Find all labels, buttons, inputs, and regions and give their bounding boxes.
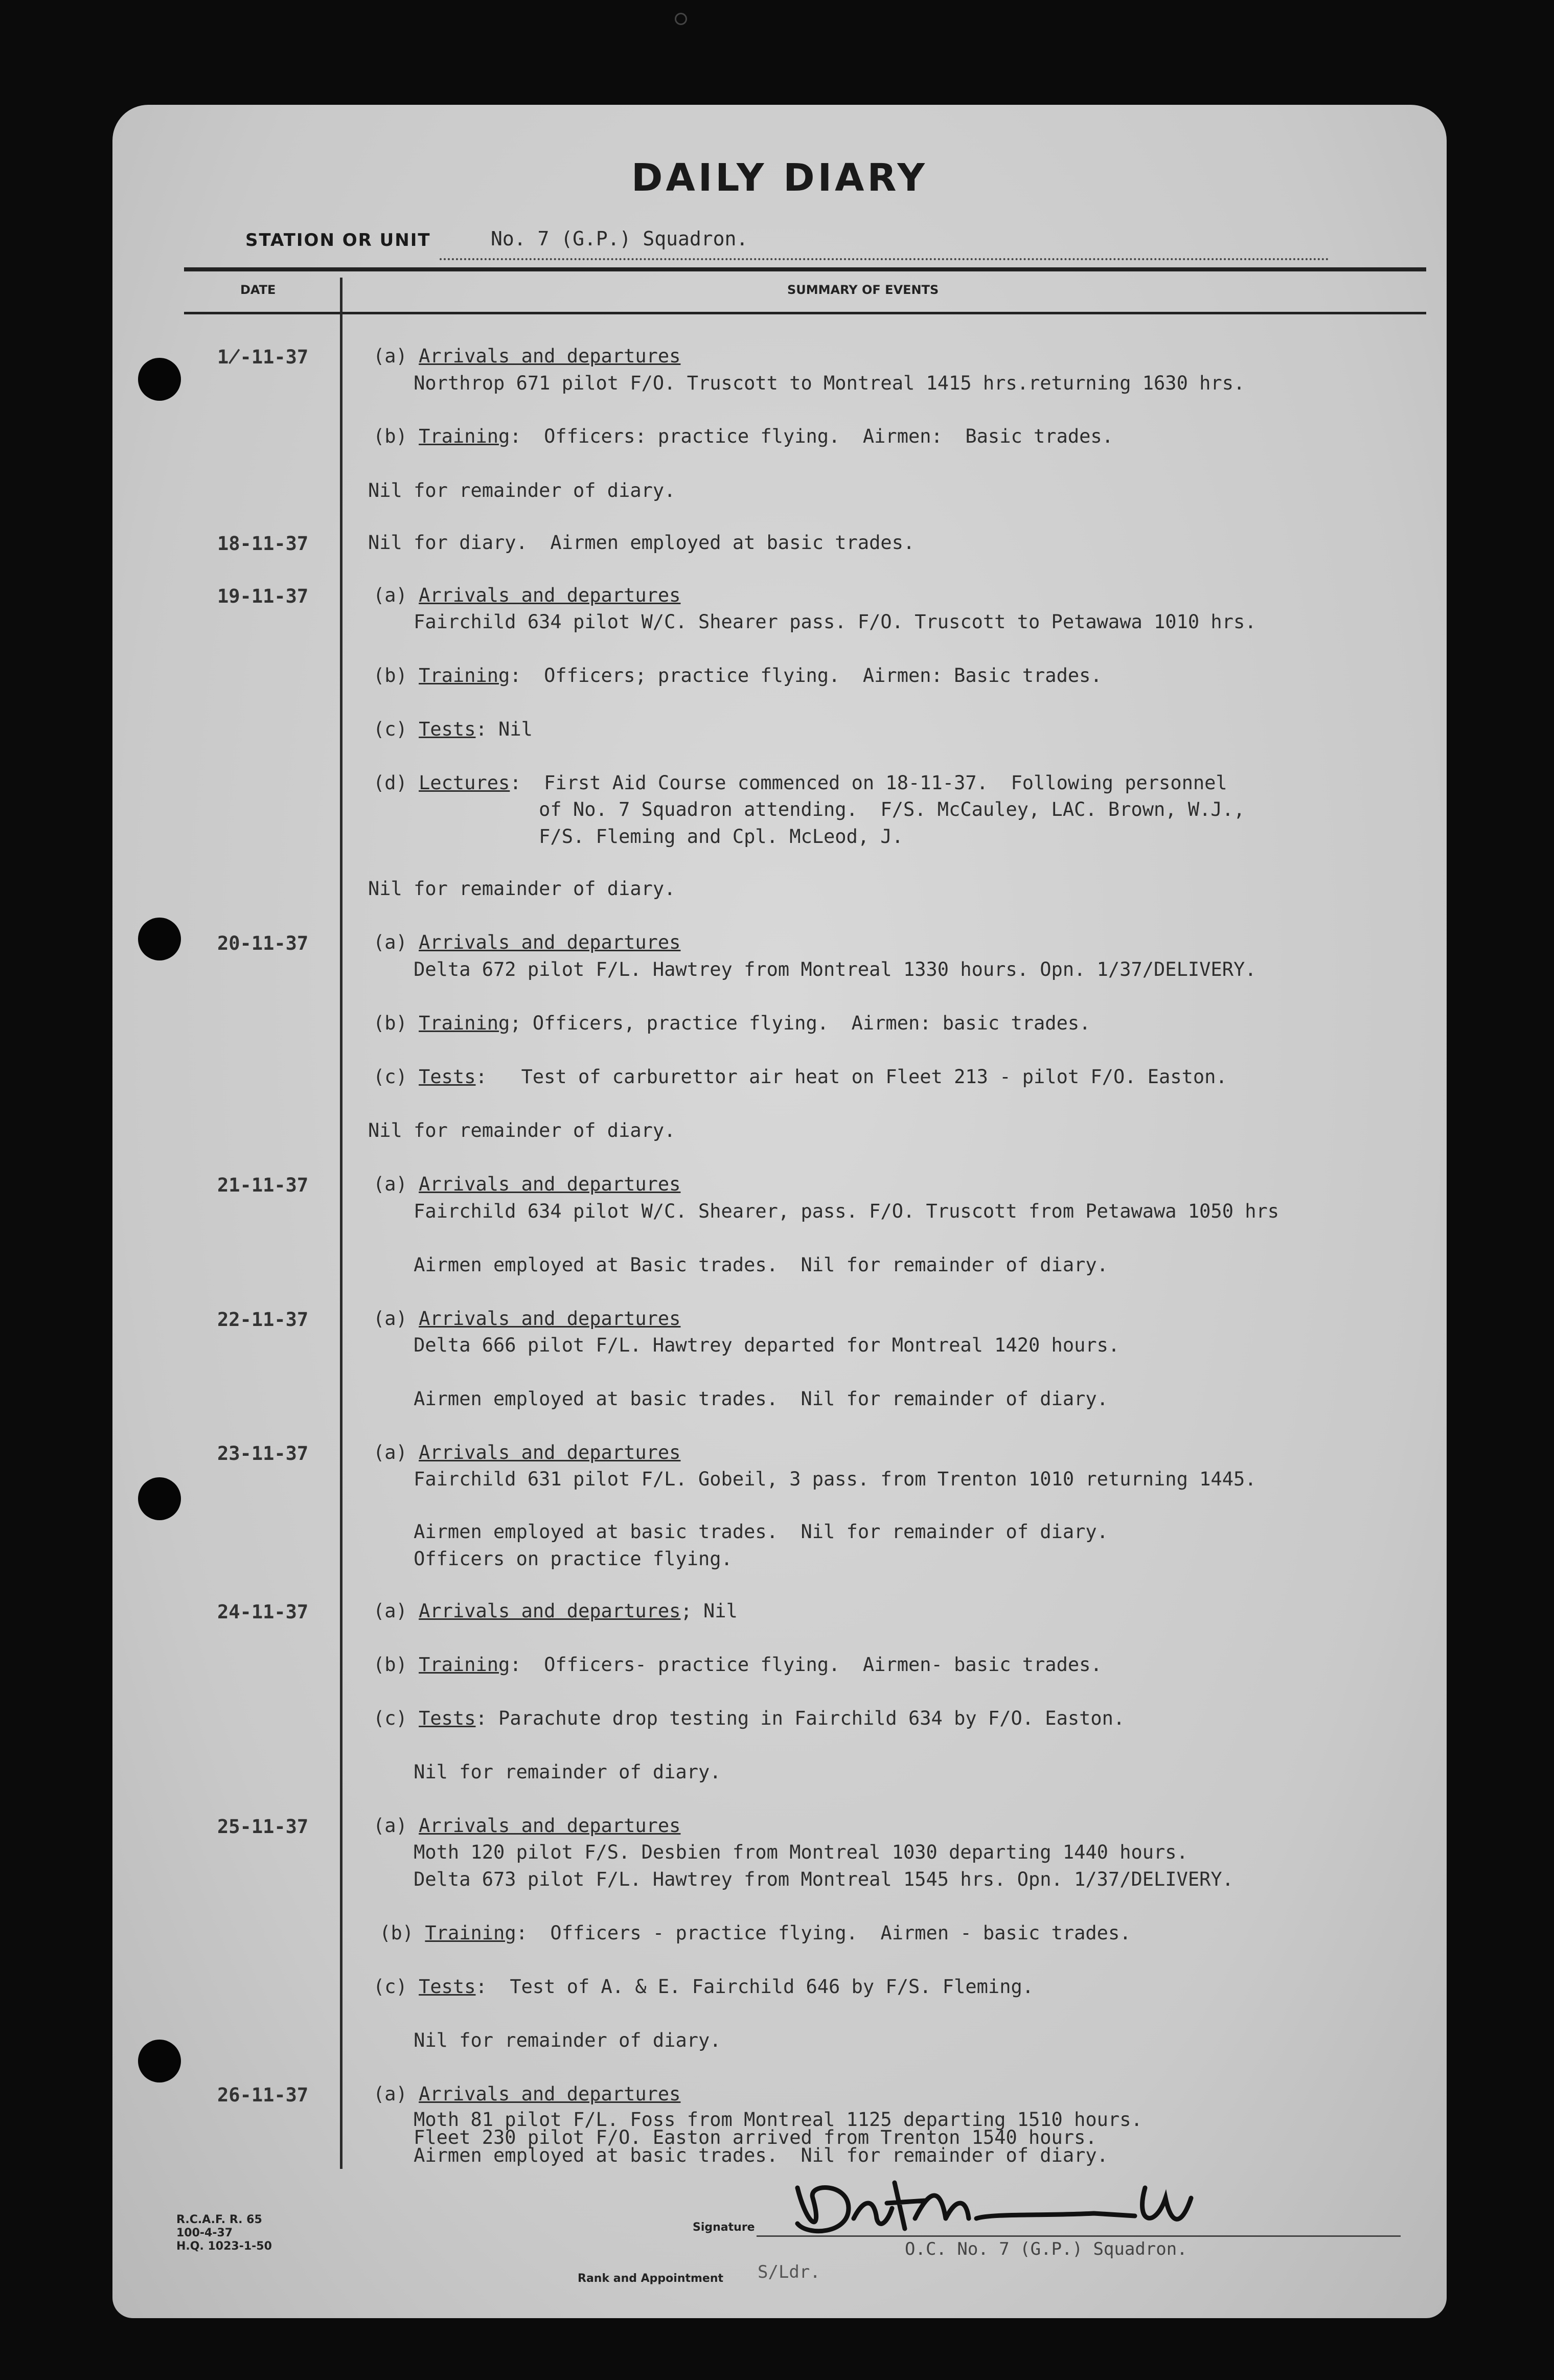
entry-line: (b) Training: Officers; practice flying. Airmen: Basic trades. (373, 665, 1102, 686)
entry-line: Fairchild 631 pilot F/L. Gobeil, 3 pass. from Trenton 1010 returning 1445. (368, 1468, 1256, 1490)
entry-line: Northrop 671 pilot F/O. Truscott to Montreal 1415 hrs.returning 1630 hrs. (368, 372, 1245, 394)
punch-hole (138, 358, 181, 401)
entry-line: (b) Training; Officers, practice flying. Airmen: basic trades. (373, 1012, 1091, 1034)
station-label: STATION OR UNIT (245, 230, 431, 250)
entry-date: 18-11-37 (217, 533, 309, 555)
entry-line: Delta 672 pilot F/L. Hawtrey from Montreal 1330 hours. Opn. 1/37/DELIVERY. (368, 958, 1256, 980)
punch-hole (138, 2040, 181, 2082)
entry-line: (a) Arrivals and departures (373, 931, 681, 953)
punch-hole (138, 1477, 181, 1520)
form-number-line1: R.C.A.F. R. 65 (176, 2213, 262, 2226)
film-mark (675, 13, 687, 25)
entry-line: Moth 120 pilot F/S. Desbien from Montreal 1030 departing 1440 hours. (368, 1841, 1188, 1863)
header-rule (184, 267, 1426, 271)
entry-line: Nil for diary. Airmen employed at basic trades. (368, 532, 915, 554)
entry-line: Airmen employed at basic trades. Nil for remainder of diary. (368, 2144, 1108, 2166)
form-number (176, 2213, 272, 2253)
entry-date: 24-11-37 (217, 1601, 309, 1623)
entry-line: Nil for remainder of diary. (368, 479, 676, 501)
entry-line: (c) Tests: Parachute drop testing in Fairchild 634 by F/O. Easton. (373, 1707, 1125, 1729)
entry-line: F/S. Fleming and Cpl. McLeod, J. (368, 826, 903, 848)
entry-line: (a) Arrivals and departures; Nil (373, 1600, 738, 1622)
entry-line: (b) Training: Officers - practice flying. Airmen - basic trades. (368, 1922, 1131, 1944)
entry-date: 21-11-37 (217, 1174, 309, 1196)
entry-date: 23-11-37 (217, 1443, 309, 1464)
entry-date: 22-11-37 (217, 1309, 309, 1331)
entry-line: Fleet 230 pilot F/O. Easton arrived from Trenton 1540 hours. (368, 2126, 1097, 2148)
entry-line: (b) Training: Officers: practice flying. Airmen: Basic trades. (373, 425, 1113, 447)
entry-line: (a) Arrivals and departures (373, 1308, 681, 1330)
appointment-value: O.C. No. 7 (G.P.) Squadron. (905, 2239, 1187, 2259)
entry-date: 20-11-37 (217, 932, 309, 954)
entry-line: (a) Arrivals and departures (373, 345, 681, 367)
entry-line: Delta 673 pilot F/L. Hawtrey from Montreal 1545 hrs. Opn. 1/37/DELIVERY. (368, 1868, 1233, 1890)
entry-line: (d) Lectures: First Aid Course commenced on 18-11-37. Following personnel (373, 772, 1227, 794)
entry-line: Moth 81 pilot F/L. Foss from Montreal 1125 departing 1510 hours. (368, 2109, 1142, 2131)
entry-date: 19-11-37 (217, 585, 309, 607)
entry-line: (a) Arrivals and departures (373, 1173, 681, 1195)
column-header-date: DATE (240, 283, 276, 297)
diary-page (112, 105, 1447, 2318)
column-header-summary: SUMMARY OF EVENTS (787, 283, 939, 297)
entry-line: (a) Arrivals and departures (373, 2083, 681, 2105)
entry-line: (c) Tests: Test of carburettor air heat on Fleet 213 - pilot F/O. Easton. (373, 1066, 1227, 1088)
entry-line: (c) Tests: Nil (373, 718, 533, 740)
entry-line: Nil for remainder of diary. (368, 2029, 721, 2051)
form-number-line2: 100-4-37 (176, 2227, 233, 2239)
column-header-rule (184, 312, 1426, 314)
entry-line: Officers on practice flying. (368, 1548, 733, 1570)
entry-date: 26-11-37 (217, 2084, 309, 2106)
entry-line: (a) Arrivals and departures (373, 1441, 681, 1463)
entry-line: Airmen employed at basic trades. Nil for remainder of diary. (368, 1388, 1108, 1410)
signature-label: Signature (693, 2221, 755, 2234)
entry-line: Nil for remainder of diary. (368, 1119, 676, 1141)
entry-line: Fairchild 634 pilot W/C. Shearer pass. F/O. Truscott to Petawawa 1010 hrs. (368, 611, 1256, 633)
entry-line: Delta 666 pilot F/L. Hawtrey departed for Montreal 1420 hours. (368, 1334, 1120, 1356)
entry-date: 1̸-11-37 (217, 346, 309, 368)
entry-line: Airmen employed at Basic trades. Nil for remainder of diary. (368, 1254, 1108, 1276)
rank-value: S/Ldr. (758, 2262, 820, 2282)
entry-date: 25-11-37 (217, 1816, 309, 1838)
form-number-line3: H.Q. 1023-1-50 (176, 2240, 272, 2253)
station-dotted-line (440, 258, 1329, 260)
entry-line: (c) Tests: Test of A. & E. Fairchild 646 by F/S. Fleming. (373, 1976, 1034, 1998)
entry-line: Fairchild 634 pilot W/C. Shearer, pass. F/O. Truscott from Petawawa 1050 hrs (368, 1200, 1279, 1222)
station-value: No. 7 (G.P.) Squadron. (491, 227, 748, 250)
entry-line: of No. 7 Squadron attending. F/S. McCauley, LAC. Brown, W.J., (368, 798, 1245, 820)
entry-line: Nil for remainder of diary. (368, 878, 676, 900)
entry-line: (a) Arrivals and departures (373, 584, 681, 606)
column-divider (340, 278, 342, 2169)
entry-line: (a) Arrivals and departures (373, 1815, 681, 1837)
entry-line: Airmen employed at basic trades. Nil for remainder of diary. (368, 1521, 1108, 1543)
entry-line: Nil for remainder of diary. (368, 1761, 721, 1783)
page-title: DAILY DIARY (631, 156, 928, 200)
rank-label: Rank and Appointment (578, 2272, 724, 2285)
punch-hole (138, 918, 181, 960)
handwritten-signature (777, 2167, 1288, 2244)
entry-line: (b) Training: Officers- practice flying. Airmen- basic trades. (373, 1654, 1102, 1676)
